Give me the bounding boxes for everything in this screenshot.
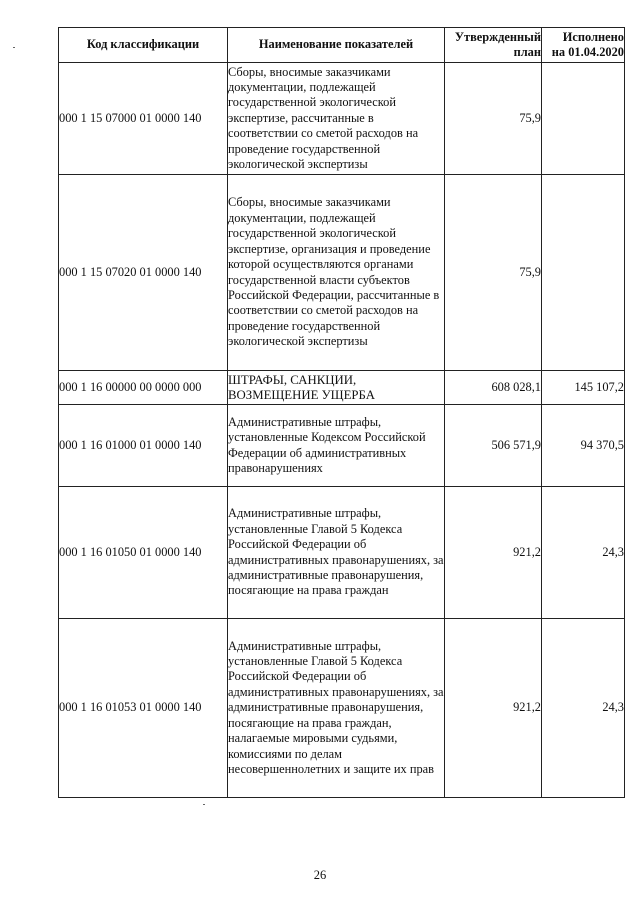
row-done: 94 370,5 xyxy=(542,405,625,487)
row-name: Административные штрафы, установленные Главой 5 Кодекса Российской Федерации об административных правонарушениях, за административные правонарушения, посягающие на права граждан xyxy=(228,487,445,619)
row-code: 000 1 16 01000 01 0000 140 xyxy=(59,405,228,487)
header-code: Код классификации xyxy=(59,28,228,63)
table-header-row xyxy=(59,28,625,63)
row-done: 24,3 xyxy=(542,619,625,798)
table-row xyxy=(59,405,625,487)
row-done: 24,3 xyxy=(542,487,625,619)
scan-speck xyxy=(203,804,205,805)
row-plan: 75,9 xyxy=(445,175,542,371)
row-name: Административные штрафы, установленные Главой 5 Кодекса Российской Федерации об административных правонарушениях, за административные правонарушения, посягающие на права граждан, налагаемые мировыми судьями, комиссиями по делам несовершеннолетних и защите их прав xyxy=(228,619,445,798)
table-row xyxy=(59,175,625,371)
row-plan: 608 028,1 xyxy=(445,371,542,405)
page-number: 26 xyxy=(313,868,327,882)
row-plan: 921,2 xyxy=(445,487,542,619)
row-plan: 506 571,9 xyxy=(445,405,542,487)
row-plan: 75,9 xyxy=(445,63,542,175)
scan-speck xyxy=(13,47,15,48)
row-done: 145 107,2 xyxy=(542,371,625,405)
row-plan: 921,2 xyxy=(445,619,542,798)
header-plan-line2: план xyxy=(513,45,541,59)
header-plan xyxy=(445,28,542,63)
row-code: 000 1 15 07020 01 0000 140 xyxy=(59,175,228,371)
row-done xyxy=(542,175,625,371)
row-code: 000 1 16 01050 01 0000 140 xyxy=(59,487,228,619)
row-name: Сборы, вносимые заказчиками документации, подлежащей государственной экологической экспертизе, организация и проведение которой осуществляются органами государственной власти субъектов Российской Федерации, рассчитанные в соответствии со сметой расходов на проведение государственной экологической экспертизы xyxy=(228,175,445,371)
table-row xyxy=(59,63,625,175)
row-done xyxy=(542,63,625,175)
row-name: Административные штрафы, установленные Кодексом Российской Федерации об административных правонарушениях xyxy=(228,405,445,487)
header-done-line2: на 01.04.2020 xyxy=(551,45,624,59)
row-code: 000 1 16 01053 01 0000 140 xyxy=(59,619,228,798)
row-name: ШТРАФЫ, САНКЦИИ, ВОЗМЕЩЕНИЕ УЩЕРБА xyxy=(228,371,445,405)
header-done xyxy=(542,28,625,63)
row-code: 000 1 15 07000 01 0000 140 xyxy=(59,63,228,175)
header-name: Наименование показателей xyxy=(228,28,445,63)
table-row xyxy=(59,619,625,798)
budget-table xyxy=(58,27,625,798)
header-done-line1: Исполнено xyxy=(562,29,624,44)
table-row xyxy=(59,487,625,619)
header-plan-line1: Утвержденный xyxy=(454,29,541,44)
table-row xyxy=(59,371,625,405)
row-code: 000 1 16 00000 00 0000 000 xyxy=(59,371,228,405)
row-name: Сборы, вносимые заказчиками документации, подлежащей государственной экологической экспертизе, рассчитанные в соответствии со сметой расходов на проведение государственной экологической экспертизы xyxy=(228,63,445,175)
